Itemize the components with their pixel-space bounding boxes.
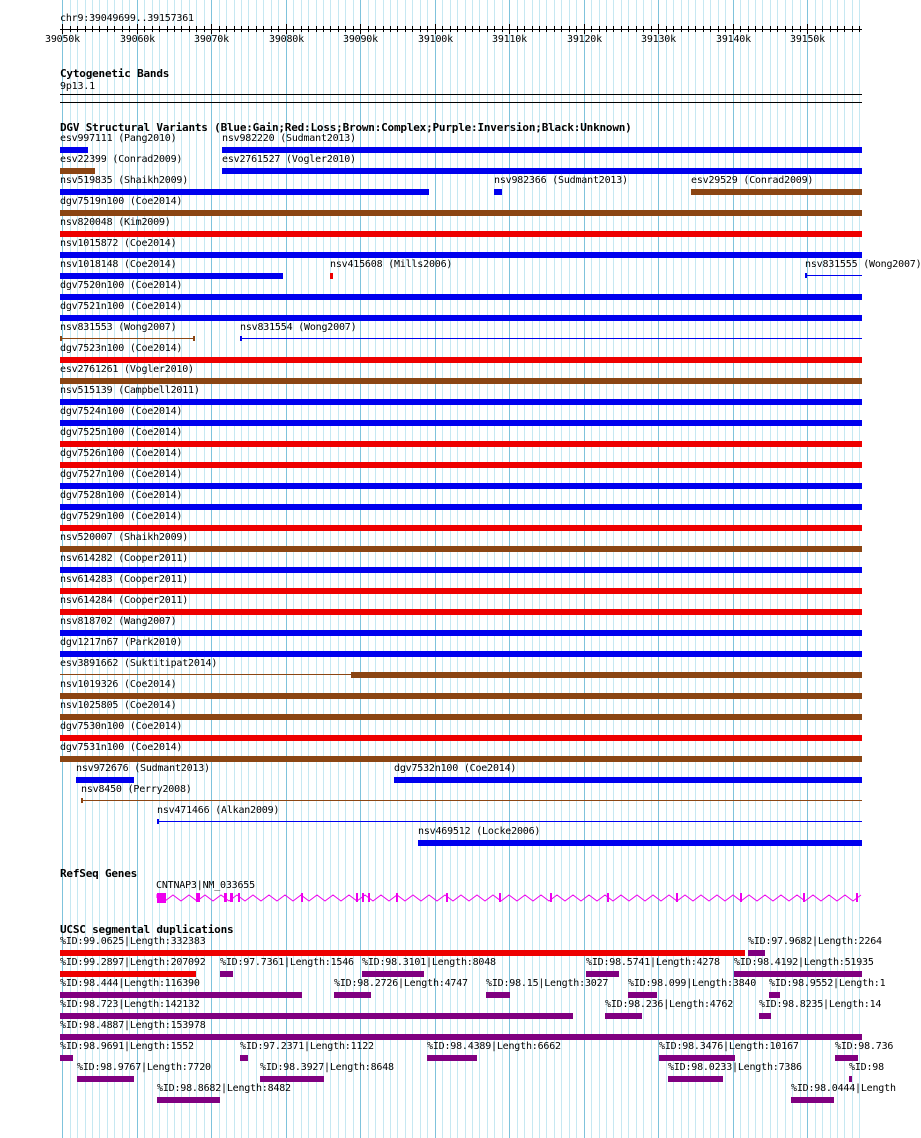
segdup-bar[interactable] xyxy=(60,971,196,977)
ruler-minor-tick xyxy=(569,26,570,32)
dgv-feature-bar[interactable] xyxy=(60,483,862,489)
dgv-feature-line[interactable] xyxy=(157,821,862,822)
dgv-feature-bar[interactable] xyxy=(60,357,862,363)
segdup-label[interactable]: %ID:97.2371|Length:1122 xyxy=(240,1041,374,1052)
gene-exon[interactable] xyxy=(356,893,358,902)
ruler-minor-tick xyxy=(636,26,637,32)
segdup-label[interactable]: %ID:98.9552|Length:1 xyxy=(769,978,886,989)
segdup-label[interactable]: %ID:98.8235|Length:14 xyxy=(759,999,882,1010)
ruler-major-tick xyxy=(286,24,287,34)
ruler-minor-tick xyxy=(219,26,220,32)
ruler-minor-tick xyxy=(345,26,346,32)
segdup-bar[interactable] xyxy=(220,971,233,977)
track-title-cytoband[interactable]: Cytogenetic Bands xyxy=(60,67,170,80)
ruler-minor-tick xyxy=(524,26,525,32)
ruler-minor-tick xyxy=(241,26,242,32)
ruler-tick-label: 39130k xyxy=(641,34,676,45)
ruler-minor-tick xyxy=(92,26,93,32)
ruler-minor-tick xyxy=(613,26,614,32)
segdup-label[interactable]: %ID:98.15|Length:3027 xyxy=(486,978,609,989)
dgv-feature-bar[interactable] xyxy=(60,735,862,741)
dgv-feature-bar[interactable] xyxy=(60,378,862,384)
dgv-feature-bar[interactable] xyxy=(60,630,862,636)
ruler-minor-tick xyxy=(777,26,778,32)
segdup-bar[interactable] xyxy=(157,1097,220,1103)
ruler-minor-tick xyxy=(479,26,480,32)
dgv-feature-label[interactable]: nsv415608 (Mills2006) xyxy=(330,259,453,270)
dgv-feature-bar[interactable] xyxy=(60,588,862,594)
dgv-feature-label[interactable]: nsv1015872 (Coe2014) xyxy=(60,238,177,249)
segdup-bar[interactable] xyxy=(659,1055,735,1061)
segdup-bar[interactable] xyxy=(60,1013,573,1019)
ruler-minor-tick xyxy=(129,26,130,32)
ruler-minor-tick xyxy=(755,26,756,32)
segdup-bar[interactable] xyxy=(734,971,862,977)
segdup-bar[interactable] xyxy=(362,971,424,977)
dgv-feature-label[interactable]: esv3891662 (Suktitipat2014) xyxy=(60,658,218,669)
ruler-minor-tick xyxy=(308,26,309,32)
segdup-label[interactable]: %ID:98.099|Length:3840 xyxy=(628,978,757,989)
dgv-feature-label[interactable]: nsv520007 (Shaikh2009) xyxy=(60,532,189,543)
segdup-bar[interactable] xyxy=(628,992,657,998)
ruler-minor-tick xyxy=(427,26,428,32)
ruler-minor-tick xyxy=(271,26,272,32)
segdup-label[interactable]: %ID:98.4389|Length:6662 xyxy=(427,1041,561,1052)
gene-exon[interactable] xyxy=(607,893,609,902)
ruler-minor-tick xyxy=(181,26,182,32)
ruler-minor-tick xyxy=(502,26,503,32)
dgv-feature-label[interactable]: nsv8450 (Perry2008) xyxy=(81,784,192,795)
ruler-minor-tick xyxy=(420,26,421,32)
dgv-feature-bar[interactable] xyxy=(76,777,134,783)
ruler-minor-tick xyxy=(770,26,771,32)
gene-exon[interactable] xyxy=(196,893,200,902)
segdup-label[interactable]: %ID:98 xyxy=(849,1062,884,1073)
segdup-label[interactable]: %ID:98.0444|Length xyxy=(791,1083,896,1094)
segdup-bar[interactable] xyxy=(486,992,510,998)
ruler-minor-tick xyxy=(740,26,741,32)
dgv-feature-label[interactable]: nsv519835 (Shaikh2009) xyxy=(60,175,189,186)
ruler-minor-tick xyxy=(122,26,123,32)
gene-intron-line[interactable] xyxy=(157,891,862,905)
dgv-feature-line[interactable] xyxy=(81,800,862,801)
ruler-minor-tick xyxy=(621,26,622,32)
ruler-minor-tick xyxy=(561,26,562,32)
dgv-feature-label[interactable]: dgv7530n100 (Coe2014) xyxy=(60,721,183,732)
dgv-feature-label[interactable]: nsv982366 (Sudmant2013) xyxy=(494,175,628,186)
dgv-feature-bar[interactable] xyxy=(351,672,862,678)
dgv-feature-label[interactable]: dgv7531n100 (Coe2014) xyxy=(60,742,183,753)
dgv-feature-bar[interactable] xyxy=(222,168,862,174)
ruler-tick-label: 39110k xyxy=(492,34,527,45)
gene-exon[interactable] xyxy=(362,893,364,902)
ruler-minor-tick xyxy=(830,26,831,32)
ruler-minor-tick xyxy=(599,26,600,32)
dgv-feature-line[interactable] xyxy=(805,275,862,276)
ruler-minor-tick xyxy=(383,26,384,32)
ruler-tick-label: 39100k xyxy=(418,34,453,45)
dgv-feature-label[interactable]: esv2761527 (Vogler2010) xyxy=(222,154,356,165)
position-label: chr9:39049699..39157361 xyxy=(60,13,194,24)
segdup-bar[interactable] xyxy=(605,1013,642,1019)
gene-exon[interactable] xyxy=(499,893,501,902)
gene-exon[interactable] xyxy=(446,893,448,902)
dgv-feature-label[interactable]: nsv831554 (Wong2007) xyxy=(240,322,357,333)
ruler-minor-tick xyxy=(316,26,317,32)
dgv-feature-bar[interactable] xyxy=(60,441,862,447)
dgv-feature-label[interactable]: nsv471466 (Alkan2009) xyxy=(157,805,280,816)
dgv-feature-line[interactable] xyxy=(60,338,195,339)
ruler-tick-label: 39070k xyxy=(194,34,229,45)
ruler-minor-tick xyxy=(681,26,682,32)
dgv-feature-bar[interactable] xyxy=(691,189,862,195)
segdup-bar[interactable] xyxy=(260,1076,324,1082)
ruler-minor-tick xyxy=(167,26,168,32)
segdup-bar[interactable] xyxy=(77,1076,134,1082)
gene-exon[interactable] xyxy=(230,893,233,902)
dgv-feature-bar[interactable] xyxy=(60,462,862,468)
segdup-bar[interactable] xyxy=(748,950,765,956)
dgv-feature-label[interactable]: dgv7521n100 (Coe2014) xyxy=(60,301,183,312)
segdup-bar[interactable] xyxy=(60,950,745,956)
ruler-tick-label: 39140k xyxy=(716,34,751,45)
dgv-feature-label[interactable]: nsv818702 (Wang2007) xyxy=(60,616,177,627)
dgv-feature-bar[interactable] xyxy=(60,609,862,615)
ruler-minor-tick xyxy=(837,26,838,32)
ruler-minor-tick xyxy=(710,26,711,32)
segdup-bar[interactable] xyxy=(60,1055,73,1061)
ruler-minor-tick xyxy=(815,26,816,32)
ruler-tick-label: 39120k xyxy=(567,34,602,45)
ruler-major-tick xyxy=(658,24,659,34)
ruler-minor-tick xyxy=(643,26,644,32)
dgv-feature-bar[interactable] xyxy=(60,189,429,195)
ruler-minor-tick xyxy=(353,26,354,32)
cytoband-band-bottom xyxy=(60,102,862,103)
dgv-feature-label[interactable]: dgv1217n67 (Park2010) xyxy=(60,637,183,648)
dgv-feature-bar[interactable] xyxy=(394,777,862,783)
dgv-feature-label[interactable]: nsv614284 (Cooper2011) xyxy=(60,595,189,606)
dgv-feature-label[interactable]: nsv469512 (Locke2006) xyxy=(418,826,541,837)
dgv-feature-label[interactable]: dgv7528n100 (Coe2014) xyxy=(60,490,183,501)
dgv-feature-label[interactable]: nsv831555 (Wong2007) xyxy=(805,259,921,270)
segdup-label[interactable]: %ID:99.2897|Length:207092 xyxy=(60,957,206,968)
dgv-feature-bar[interactable] xyxy=(60,756,862,762)
ruler-minor-tick xyxy=(695,26,696,32)
cytoband-band-top xyxy=(60,94,862,95)
segdup-label[interactable]: %ID:98.4192|Length:51935 xyxy=(734,957,874,968)
ruler-minor-tick xyxy=(204,26,205,32)
ruler-minor-tick xyxy=(174,26,175,32)
ruler-major-tick xyxy=(509,24,510,34)
ruler-minor-tick xyxy=(532,26,533,32)
ruler-minor-tick xyxy=(517,26,518,32)
ruler-minor-tick xyxy=(107,26,108,32)
ruler-minor-tick xyxy=(390,26,391,32)
ruler-minor-tick xyxy=(628,26,629,32)
ruler-minor-tick xyxy=(323,26,324,32)
segdup-label[interactable]: %ID:98.9767|Length:7720 xyxy=(77,1062,211,1073)
gene-exon[interactable] xyxy=(396,893,398,902)
ruler-tick-label: 39150k xyxy=(790,34,825,45)
track-title-refseq[interactable]: RefSeq Genes xyxy=(60,867,138,880)
dgv-feature-label[interactable]: dgv7519n100 (Coe2014) xyxy=(60,196,183,207)
ruler-major-tick xyxy=(360,24,361,34)
ruler-tick-label: 39050k xyxy=(45,34,80,45)
gene-exon[interactable] xyxy=(803,893,805,902)
dgv-feature-label[interactable]: nsv1019326 (Coe2014) xyxy=(60,679,177,690)
ruler-minor-tick xyxy=(442,26,443,32)
dgv-feature-bar[interactable] xyxy=(60,231,862,237)
segdup-label[interactable]: %ID:98.3101|Length:8048 xyxy=(362,957,496,968)
ruler-minor-tick xyxy=(226,26,227,32)
ruler-minor-tick xyxy=(293,26,294,32)
ruler-minor-tick xyxy=(792,26,793,32)
dgv-feature-endcap xyxy=(157,819,159,824)
segdup-bar[interactable] xyxy=(427,1055,477,1061)
segdup-label[interactable]: %ID:98.4887|Length:153978 xyxy=(60,1020,206,1031)
ruler-minor-tick xyxy=(196,26,197,32)
dgv-feature-label[interactable]: dgv7520n100 (Coe2014) xyxy=(60,280,183,291)
segdup-bar[interactable] xyxy=(791,1097,834,1103)
ruler-major-tick xyxy=(733,24,734,34)
ruler-minor-tick xyxy=(412,26,413,32)
gene-label: CNTNAP3|NM_033655 xyxy=(156,880,255,891)
dgv-feature-label[interactable]: nsv982220 (Sudmant2013) xyxy=(222,133,356,144)
ruler-minor-tick xyxy=(114,26,115,32)
ruler-minor-tick xyxy=(152,26,153,32)
segdup-bar[interactable] xyxy=(668,1076,723,1082)
segdup-label[interactable]: %ID:98.8682|Length:8482 xyxy=(157,1083,291,1094)
dgv-feature-label[interactable]: esv2761261 (Vogler2010) xyxy=(60,364,194,375)
ruler-minor-tick xyxy=(234,26,235,32)
segdup-label[interactable]: %ID:98.0233|Length:7386 xyxy=(668,1062,802,1073)
dgv-feature-bar[interactable] xyxy=(60,504,862,510)
ruler-minor-tick xyxy=(688,26,689,32)
dgv-feature-endcap xyxy=(81,798,83,803)
dgv-feature-label[interactable]: dgv7526n100 (Coe2014) xyxy=(60,448,183,459)
dgv-feature-label[interactable]: nsv1025805 (Coe2014) xyxy=(60,700,177,711)
gene-exon[interactable] xyxy=(224,893,227,902)
ruler-minor-tick xyxy=(99,26,100,32)
dgv-feature-bar[interactable] xyxy=(60,315,862,321)
dgv-feature-label[interactable]: dgv7529n100 (Coe2014) xyxy=(60,511,183,522)
ruler-minor-tick xyxy=(487,26,488,32)
dgv-feature-line[interactable] xyxy=(60,674,351,675)
segdup-label[interactable]: %ID:98.3476|Length:10167 xyxy=(659,1041,799,1052)
dgv-feature-bar[interactable] xyxy=(60,651,862,657)
dgv-feature-bar[interactable] xyxy=(60,714,862,720)
ruler-minor-tick xyxy=(651,26,652,32)
dgv-feature-bar[interactable] xyxy=(60,525,862,531)
dgv-feature-bar[interactable] xyxy=(330,273,333,279)
ruler-major-tick xyxy=(435,24,436,34)
ruler-minor-tick xyxy=(546,26,547,32)
cytoband-label: 9p13.1 xyxy=(60,81,95,92)
segdup-bar[interactable] xyxy=(60,992,302,998)
segdup-label[interactable]: %ID:97.9682|Length:2264 xyxy=(748,936,882,947)
ruler-minor-tick xyxy=(465,26,466,32)
segdup-label[interactable]: %ID:98.2726|Length:4747 xyxy=(334,978,468,989)
segdup-label[interactable]: %ID:98.723|Length:142132 xyxy=(60,999,200,1010)
dgv-feature-label[interactable]: nsv515139 (Campbell2011) xyxy=(60,385,200,396)
ruler-minor-tick xyxy=(554,26,555,32)
ruler-minor-tick xyxy=(77,26,78,32)
dgv-feature-bar[interactable] xyxy=(60,399,862,405)
dgv-feature-endcap xyxy=(805,273,807,278)
gene-exon[interactable] xyxy=(368,893,370,902)
ruler-minor-tick xyxy=(822,26,823,32)
ruler-minor-tick xyxy=(703,26,704,32)
dgv-feature-label[interactable]: esv22399 (Conrad2009) xyxy=(60,154,183,165)
ruler-minor-tick xyxy=(859,26,860,32)
gene-exon[interactable] xyxy=(301,893,303,902)
segdup-bar[interactable] xyxy=(240,1055,248,1061)
segdup-bar[interactable] xyxy=(835,1055,858,1061)
dgv-feature-bar[interactable] xyxy=(222,147,862,153)
ruler-minor-tick xyxy=(494,26,495,32)
ruler-minor-tick xyxy=(673,26,674,32)
ruler-minor-tick xyxy=(591,26,592,32)
dgv-feature-bar[interactable] xyxy=(60,168,95,174)
track-title-segdups[interactable]: UCSC segmental duplications xyxy=(60,923,234,936)
dgv-feature-label[interactable]: nsv831553 (Wong2007) xyxy=(60,322,177,333)
dgv-feature-endcap xyxy=(240,336,242,341)
dgv-feature-label[interactable]: nsv1018148 (Coe2014) xyxy=(60,259,177,270)
ruler-tick-label: 39090k xyxy=(343,34,378,45)
ruler-minor-tick xyxy=(301,26,302,32)
segdup-label[interactable]: %ID:98.444|Length:116390 xyxy=(60,978,200,989)
ruler-minor-tick xyxy=(800,26,801,32)
ruler-major-tick xyxy=(137,24,138,34)
segdup-label[interactable]: %ID:98.9691|Length:1552 xyxy=(60,1041,194,1052)
ruler-major-tick xyxy=(211,24,212,34)
ruler-minor-tick xyxy=(368,26,369,32)
segdup-label[interactable]: %ID:97.7361|Length:1546 xyxy=(220,957,354,968)
segdup-bar[interactable] xyxy=(759,1013,771,1019)
ruler-minor-tick xyxy=(762,26,763,32)
segdup-label[interactable]: %ID:99.0625|Length:332383 xyxy=(60,936,206,947)
dgv-feature-endcap xyxy=(193,336,195,341)
dgv-feature-bar[interactable] xyxy=(60,420,862,426)
gene-exon[interactable] xyxy=(676,893,678,902)
segdup-bar[interactable] xyxy=(586,971,619,977)
dgv-feature-bar[interactable] xyxy=(60,210,862,216)
ruler-minor-tick xyxy=(450,26,451,32)
dgv-feature-bar[interactable] xyxy=(60,252,862,258)
ruler-minor-tick xyxy=(405,26,406,32)
ruler-minor-tick xyxy=(144,26,145,32)
ruler-minor-tick xyxy=(785,26,786,32)
dgv-feature-endcap xyxy=(60,336,62,341)
ruler-minor-tick xyxy=(330,26,331,32)
segdup-label[interactable]: %ID:98.736 xyxy=(835,1041,894,1052)
dgv-feature-label[interactable]: dgv7524n100 (Coe2014) xyxy=(60,406,183,417)
ruler-minor-tick xyxy=(85,26,86,32)
ruler-minor-tick xyxy=(159,26,160,32)
ruler-minor-tick xyxy=(748,26,749,32)
dgv-feature-label[interactable]: dgv7525n100 (Coe2014) xyxy=(60,427,183,438)
dgv-feature-bar[interactable] xyxy=(60,273,283,279)
ruler-minor-tick xyxy=(666,26,667,32)
ruler-minor-tick xyxy=(539,26,540,32)
gene-exon[interactable] xyxy=(550,893,552,902)
ruler-major-tick xyxy=(807,24,808,34)
ruler-major-tick xyxy=(584,24,585,34)
ruler-minor-tick xyxy=(844,26,845,32)
gene-exon[interactable] xyxy=(856,893,858,902)
ruler-minor-tick xyxy=(263,26,264,32)
dgv-feature-bar[interactable] xyxy=(60,693,862,699)
segdup-label[interactable]: %ID:98.5741|Length:4278 xyxy=(586,957,720,968)
dgv-feature-bar[interactable] xyxy=(60,294,862,300)
ruler-minor-tick xyxy=(472,26,473,32)
dgv-feature-line[interactable] xyxy=(240,338,862,339)
dgv-feature-label[interactable]: nsv972676 (Sudmant2013) xyxy=(76,763,210,774)
dgv-feature-label[interactable]: dgv7523n100 (Coe2014) xyxy=(60,343,183,354)
ruler-minor-tick xyxy=(606,26,607,32)
dgv-feature-label[interactable]: nsv614282 (Cooper2011) xyxy=(60,553,189,564)
ruler-minor-tick xyxy=(375,26,376,32)
dgv-feature-label[interactable]: nsv614283 (Cooper2011) xyxy=(60,574,189,585)
ruler-minor-tick xyxy=(338,26,339,32)
gene-exon[interactable] xyxy=(157,893,166,903)
ruler-minor-tick xyxy=(70,26,71,32)
segdup-bar[interactable] xyxy=(769,992,780,998)
ruler-tick-label: 39060k xyxy=(120,34,155,45)
ruler-tick-label: 39080k xyxy=(269,34,304,45)
ruler-minor-tick xyxy=(576,26,577,32)
dgv-feature-label[interactable]: esv29529 (Conrad2009) xyxy=(691,175,814,186)
segdup-bar[interactable] xyxy=(849,1076,852,1082)
dgv-feature-label[interactable]: dgv7527n100 (Coe2014) xyxy=(60,469,183,480)
gene-exon[interactable] xyxy=(238,893,240,902)
dgv-feature-bar[interactable] xyxy=(494,189,502,195)
segdup-bar[interactable] xyxy=(60,1034,862,1040)
segdup-label[interactable]: %ID:98.236|Length:4762 xyxy=(605,999,734,1010)
dgv-feature-bar[interactable] xyxy=(60,546,862,552)
dgv-feature-bar[interactable] xyxy=(60,147,88,153)
ruler-minor-tick xyxy=(278,26,279,32)
ruler-minor-tick xyxy=(718,26,719,32)
ruler-minor-tick xyxy=(256,26,257,32)
dgv-feature-bar[interactable] xyxy=(60,567,862,573)
dgv-feature-label[interactable]: nsv820048 (Kim2009) xyxy=(60,217,171,228)
dgv-feature-label[interactable]: esv997111 (Pang2010) xyxy=(60,133,177,144)
ruler-minor-tick xyxy=(457,26,458,32)
track-title-dgv[interactable]: DGV Structural Variants (Blue:Gain;Red:Loss;Brown:Complex;Purple:Inversion;Black:Unknown) xyxy=(60,121,632,134)
ruler-minor-tick xyxy=(725,26,726,32)
gene-exon[interactable] xyxy=(740,893,742,902)
ruler-minor-tick xyxy=(248,26,249,32)
dgv-feature-label[interactable]: dgv7532n100 (Coe2014) xyxy=(394,763,517,774)
segdup-label[interactable]: %ID:98.3927|Length:8648 xyxy=(260,1062,394,1073)
ruler-minor-tick xyxy=(189,26,190,32)
ruler-minor-tick xyxy=(397,26,398,32)
ruler-minor-tick xyxy=(852,26,853,32)
ruler-major-tick xyxy=(62,24,63,34)
segdup-bar[interactable] xyxy=(334,992,371,998)
dgv-feature-bar[interactable] xyxy=(418,840,862,846)
